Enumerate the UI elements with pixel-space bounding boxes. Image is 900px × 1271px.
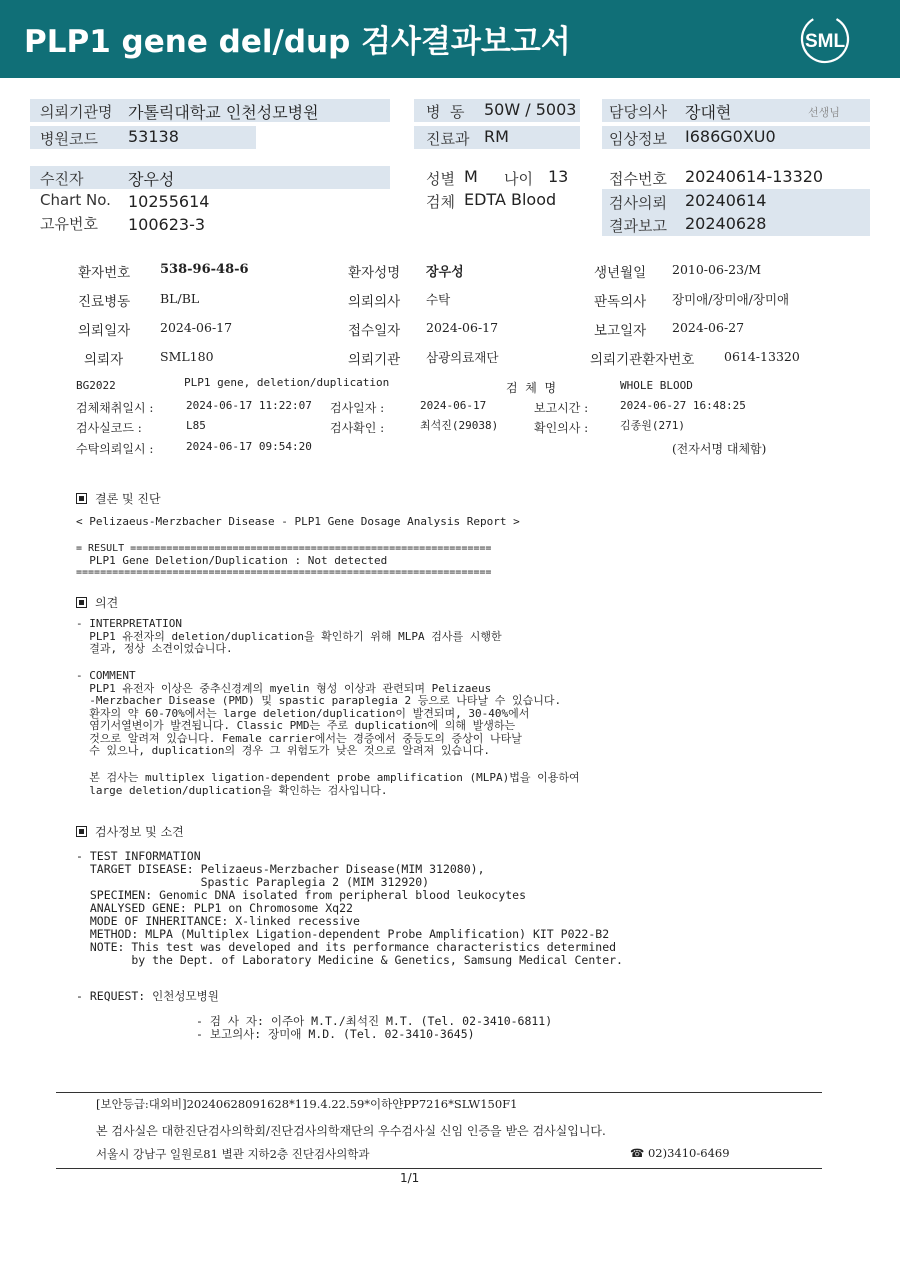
footer-divider-top xyxy=(56,1092,822,1093)
result-report-label: 결과보고 xyxy=(609,217,667,235)
section-marker-icon xyxy=(76,826,87,837)
doctor-label: 담당의사 xyxy=(609,103,667,121)
request-line: - REQUEST: 인천성모병원 xyxy=(76,989,219,1003)
reporttime-label: 보고시간 : xyxy=(534,401,589,415)
grid-ward-label: 진료병동 xyxy=(78,294,131,310)
comment-text: - COMMENT PLP1 유전자 이상은 중추신경계의 myelin 형성 이상과 관련되며 Pelizaeus -Merzbacher Disease (PMD) 및 spastic paraplegia 2 등으로 나타날 수 있습니다. 환자의 약 60-70%에서는 large deletion/duplication이 발견되며, 30-40%에서 염기서열변이가 발견됩니다. Classic PMD는 주로 duplication에 의해 발생하는 것으로 알려져 있습니다. Female carrier에서는 경증에서 중등도의 증상이 나타날 수 있으나, duplication의 경우 그 위험도가 낮은 것으로 알려져 있습니다. xyxy=(76,669,562,757)
interpretation-text: - INTERPRETATION PLP1 유전자의 deletion/duplication을 확인하기 위해 MLPA 검사를 시행한 결과, 정상 소견이었습니다. xyxy=(76,617,502,655)
request-value: 20240614 xyxy=(685,191,767,210)
phone-line: ☎ 02)3410-6469 xyxy=(630,1146,730,1160)
method-text: 본 검사는 multiplex ligation-dependent probe amplification (MLPA)법을 이용하여 large deletion/duplication을 확인하는 검사입니다. xyxy=(89,771,580,797)
repdate-label: 보고일자 xyxy=(594,323,647,339)
report-header xyxy=(0,0,900,78)
receipt-value: 20240614-13320 xyxy=(685,167,824,186)
checkdoc-label: 확인의사 : xyxy=(534,421,589,435)
section-opinion-title: 의견 xyxy=(95,596,119,610)
report-title: PLP1 gene del/dup 검사결과보고서 xyxy=(24,24,571,60)
clinical-value: I686G0XU0 xyxy=(685,127,776,146)
section-opinion xyxy=(76,594,118,611)
refdate-value: 2024-06-17 xyxy=(160,320,233,335)
result-value: PLP1 Gene Deletion/Duplication : Not detected xyxy=(76,554,388,567)
collect-label: 검체채취일시 : xyxy=(76,401,154,415)
room-value: L85 xyxy=(186,419,206,432)
reporttime-value: 2024-06-27 16:48:25 xyxy=(620,399,746,412)
confirm-value: 최석진(29038) xyxy=(420,419,499,432)
grid-ward-value: BL/BL xyxy=(160,291,200,306)
refinst-value: 삼광의료재단 xyxy=(426,350,499,365)
receipt-label: 접수번호 xyxy=(609,170,667,188)
meta-specimen-label: 검 체 명 xyxy=(506,381,557,395)
patient-value: 장우성 xyxy=(128,170,175,189)
interp-value: 장미애/장미애/장미애 xyxy=(672,292,790,307)
repdate-value: 2024-06-27 xyxy=(672,320,745,335)
confirm-label: 검사확인 : xyxy=(330,421,385,435)
dob-value: 2010-06-23/M xyxy=(672,262,762,277)
dob-label: 생년월일 xyxy=(594,265,647,281)
requester-value: SML180 xyxy=(160,349,214,364)
doctor-value: 장대현 xyxy=(685,103,732,122)
room-label: 검사실코드 : xyxy=(76,421,142,435)
result-line: = RESULT ============================================================ xyxy=(76,543,492,554)
page-number: 1/1 xyxy=(400,1171,420,1185)
request-label: 검사의뢰 xyxy=(609,194,667,212)
age-label: 나이 xyxy=(504,170,533,188)
age-value: 13 xyxy=(548,167,569,186)
unique-label: 고유번호 xyxy=(40,215,98,233)
refinst-label: 의뢰기관 xyxy=(348,352,401,368)
meta-specimen-value: WHOLE BLOOD xyxy=(620,379,693,392)
rcvdate-label: 접수일자 xyxy=(348,323,401,339)
dept-label: 진료과 xyxy=(426,130,470,148)
pname-label: 환자성명 xyxy=(348,265,401,281)
sex-value: M xyxy=(464,167,478,186)
dept-value: RM xyxy=(484,127,509,146)
result-report-value: 20240628 xyxy=(685,214,767,233)
logo-text: SML xyxy=(804,31,846,52)
security-line: [보안등급:대외비]20240628091628*119.4.22.59*이하얀PP7216*SLW150F1 xyxy=(96,1097,518,1111)
footer-divider-bottom xyxy=(56,1168,822,1169)
testdate-label: 검사일자 : xyxy=(330,401,385,415)
test-name: PLP1 gene, deletion/duplication xyxy=(184,376,390,389)
pid-label: 환자번호 xyxy=(78,265,131,281)
refdoc-value: 수탁 xyxy=(426,292,451,307)
test-code: BG2022 xyxy=(76,379,116,392)
refinst-pt-label: 의뢰기관환자번호 xyxy=(590,352,695,368)
section-testinfo xyxy=(76,823,184,840)
specimen-value: EDTA Blood xyxy=(464,190,557,209)
section-marker-icon xyxy=(76,493,87,504)
patient-label: 수진자 xyxy=(40,170,84,188)
interp-label: 판독의사 xyxy=(594,294,647,310)
ward-value: 50W / 5003 xyxy=(484,100,577,119)
unique-value: 100623-3 xyxy=(128,215,206,234)
clinical-label: 임상정보 xyxy=(609,130,667,148)
requester-label: 의뢰자 xyxy=(84,352,124,368)
section-marker-icon xyxy=(76,597,87,608)
refdate-label: 의뢰일자 xyxy=(78,323,131,339)
hosp-code-label: 병원코드 xyxy=(40,130,98,148)
test-information-text: - TEST INFORMATION TARGET DISEASE: Pelizaeus-Merzbacher Disease(MIM 312080), Spastic Paraplegia 2 (MIM 312920) SPECIMEN: Genomic DNA isolated from peripheral blood leukocytes ANALYSED GENE: PLP1 on Chromosome Xq22 MODE OF INHERITANCE: X-linked recessive METHOD: MLPA (Multiplex Ligation-dependent Probe Amplification) KIT P022-B2 NOTE: This test was developed and its performance characteristics determined by the Dept. of Laboratory Medicine & Genetics, Samsung Medical Center. xyxy=(76,849,623,967)
ward-label: 병 동 xyxy=(426,103,465,121)
cert-line: 본 검사실은 대한진단검사의학회/진단검사의학재단의 우수검사실 신임 인증을 받은 검사실입니다. xyxy=(96,1124,606,1138)
testdate-value: 2024-06-17 xyxy=(420,399,487,412)
checkdoc-value: 김종원(271) xyxy=(620,419,685,432)
esign-note: (전자서명 대체함) xyxy=(672,442,767,456)
staff-text: - 검 사 자: 이주아 M.T./최석진 M.T. (Tel. 02-3410-6811) - 보고의사: 장미애 M.D. (Tel. 02-3410-3645) xyxy=(196,1014,553,1041)
refinst-pt-value: 0614-13320 xyxy=(724,349,800,364)
section-conclusion xyxy=(76,490,161,507)
rcvdate-value: 2024-06-17 xyxy=(426,320,499,335)
report-subtitle: < Pelizaeus-Merzbacher Disease - PLP1 Gene Dosage Analysis Report > xyxy=(76,515,520,528)
patient-bar xyxy=(30,166,390,189)
sml-logo xyxy=(798,12,852,66)
ref-inst-label: 의뢰기관명 xyxy=(40,103,113,121)
hosp-code-value: 53138 xyxy=(128,127,179,146)
sex-label: 성별 xyxy=(426,170,455,188)
chart-value: 10255614 xyxy=(128,192,210,211)
consign-value: 2024-06-17 09:54:20 xyxy=(186,440,312,453)
result-eq-line: ===================================================================== xyxy=(76,567,492,578)
section-testinfo-title: 검사정보 및 소견 xyxy=(95,825,184,839)
section-conclusion-title: 결론 및 진단 xyxy=(95,492,161,506)
collect-value: 2024-06-17 11:22:07 xyxy=(186,399,312,412)
address-line: 서울시 강남구 일원로81 별관 지하2층 진단검사의학과 xyxy=(96,1147,370,1161)
specimen-label: 검체 xyxy=(426,193,455,211)
chart-label: Chart No. xyxy=(40,191,111,209)
pname-value: 장우성 xyxy=(426,265,464,280)
pid-value: 538-96-48-6 xyxy=(160,262,249,277)
ref-inst-value: 가톨릭대학교 인천성모병원 xyxy=(128,103,319,122)
doctor-suffix: 선생님 xyxy=(808,106,840,119)
consign-label: 수탁의뢰일시 : xyxy=(76,442,154,456)
refdoc-label: 의뢰의사 xyxy=(348,294,401,310)
